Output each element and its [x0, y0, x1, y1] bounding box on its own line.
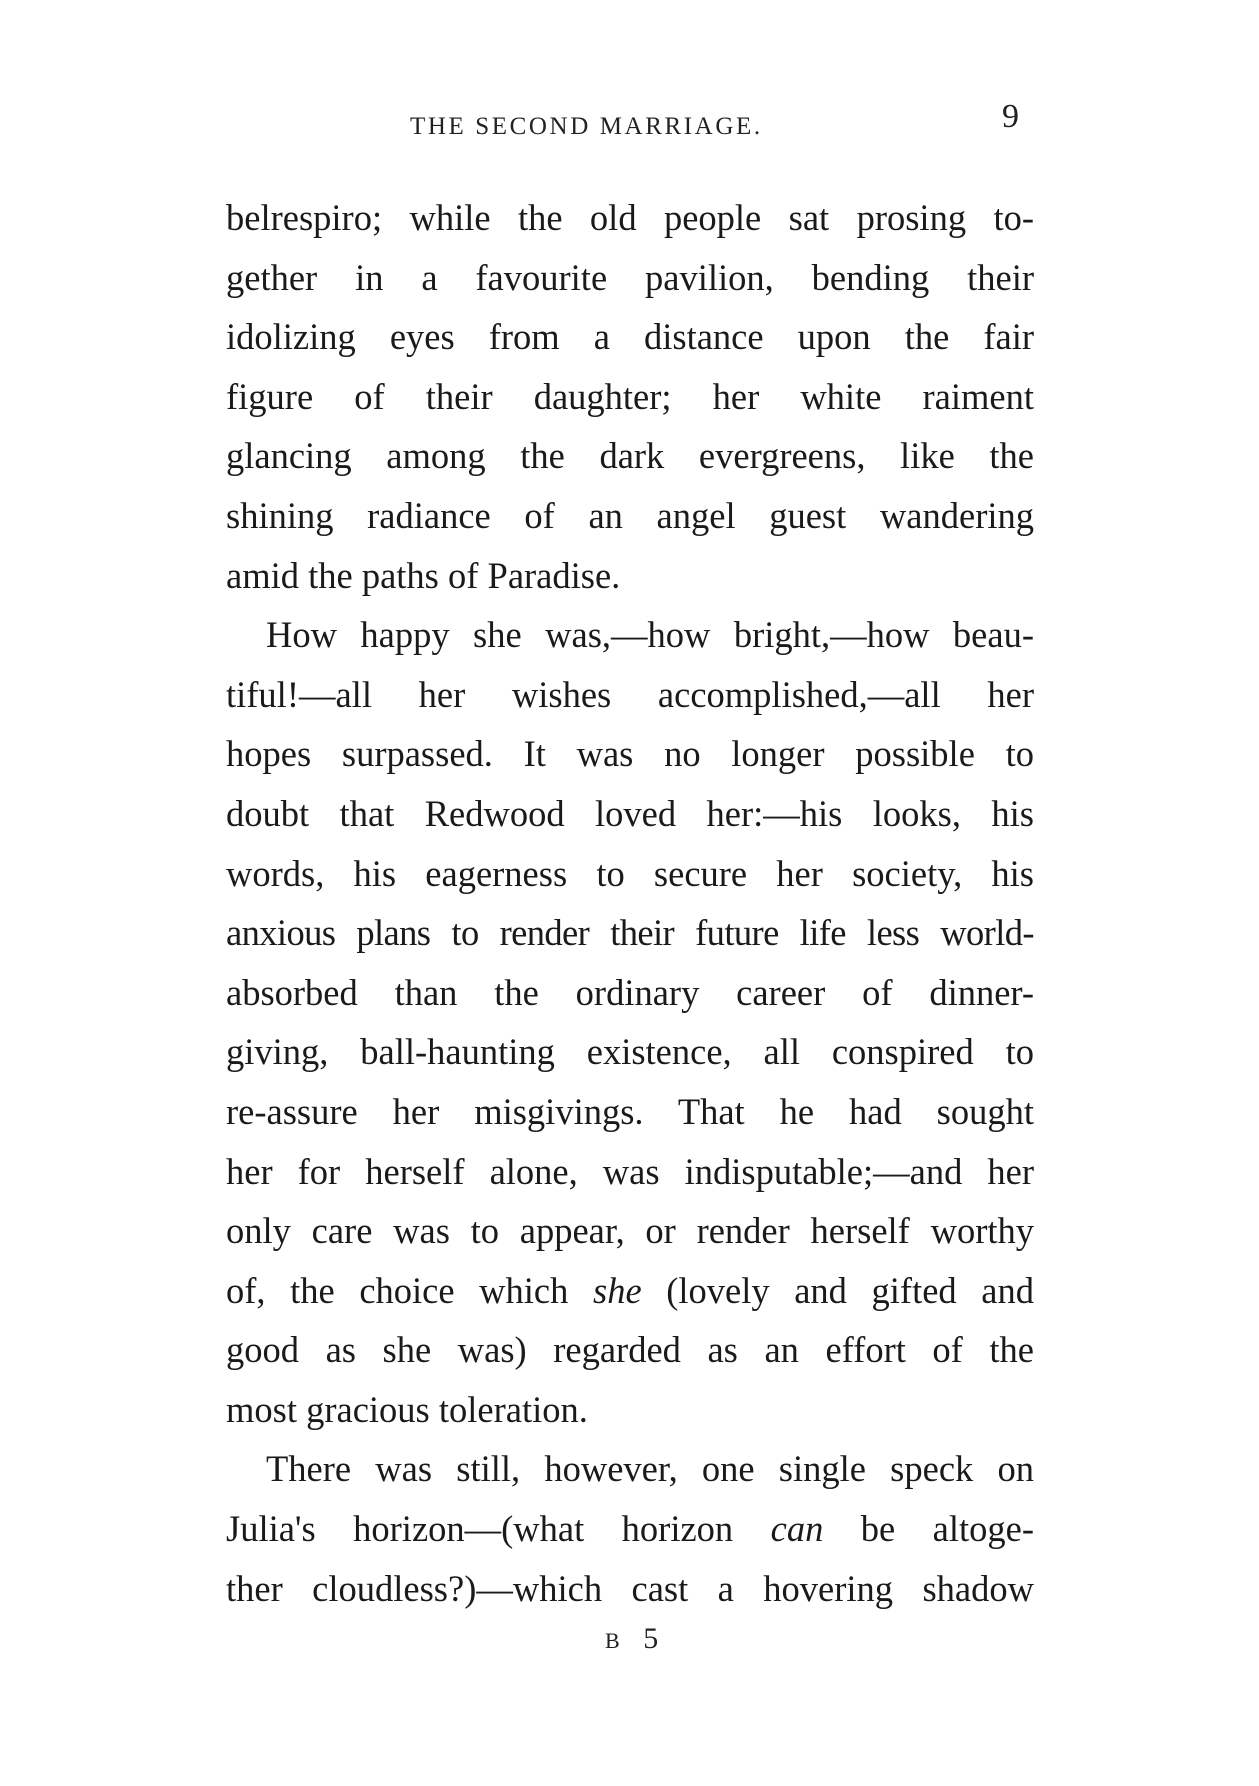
text-line: ther cloudless?)—which cast a hovering shadow — [226, 1567, 1034, 1609]
text-line: anxious plans to render their future life less world- — [226, 912, 1034, 954]
text-line: There was still, however, one single speck on — [266, 1448, 1034, 1490]
italic-word: she — [592, 1269, 642, 1311]
text-line: hopes surpassed. It was no longer possible to — [226, 733, 1034, 775]
text-run: be altoge- — [823, 1508, 1034, 1550]
text-line: belrespiro; while the old people sat prosing to- — [226, 197, 1034, 238]
text-line: shining radiance of an angel guest wandering — [226, 494, 1034, 536]
text-run: (lovely and gifted and — [641, 1269, 1034, 1311]
text-run: Julia's horizon—(what horizon — [226, 1508, 771, 1550]
text-line: doubt that Redwood loved her:—his looks, his — [226, 792, 1034, 834]
text-line — [226, 1499, 1034, 1559]
text-line — [226, 1261, 1034, 1321]
signature-mark — [605, 1622, 666, 1656]
text-line: her for herself alone, was indisputable;—and her — [226, 1150, 1034, 1192]
text-line: good as she was) regarded as an effort of the — [226, 1329, 1034, 1371]
text-line: giving, ball-haunting existence, all conspired to — [226, 1031, 1034, 1073]
text-line: How happy she was,—how bright,—how beau- — [266, 614, 1034, 656]
text-line: tiful!—all her wishes accomplished,—all her — [226, 673, 1034, 715]
signature-number: 5 — [643, 1622, 667, 1655]
body-text — [226, 188, 1034, 1618]
text-line: only care was to appear, or render herself worthy — [226, 1210, 1034, 1252]
italic-word: can — [770, 1508, 824, 1550]
text-run: of, the choice which — [226, 1269, 593, 1311]
text-line: words, his eagerness to secure her society, his — [226, 852, 1034, 894]
text-line: idolizing eyes from a distance upon the fair — [226, 316, 1034, 358]
text-line: gether in a favourite pavilion, bending their — [226, 256, 1034, 298]
signature-letter: B — [605, 1628, 628, 1653]
text-line: re-assure her misgivings. That he had sought — [226, 1090, 1034, 1132]
text-line: absorbed than the ordinary career of dinner- — [226, 971, 1034, 1013]
text-line: figure of their daughter; her white raiment — [226, 375, 1034, 417]
running-title: THE SECOND MARRIAGE. — [410, 113, 763, 140]
text-line: glancing among the dark evergreens, like the — [226, 435, 1034, 477]
page-number: 9 — [1002, 98, 1019, 135]
text-line: most gracious toleration. — [226, 1388, 588, 1430]
text-line: amid the paths of Paradise. — [226, 554, 621, 596]
